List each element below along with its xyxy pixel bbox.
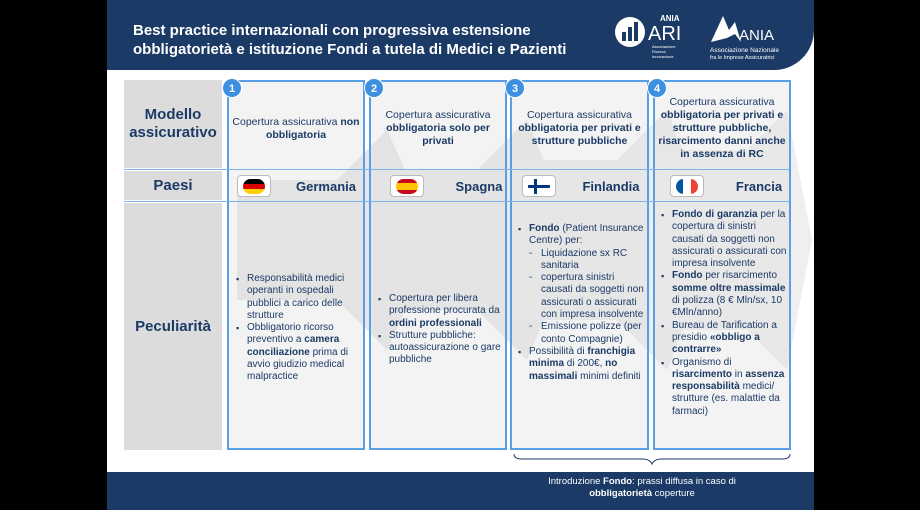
column-4-point-2 bbox=[672, 270, 788, 319]
row-label-paesi-text: Paesi bbox=[153, 177, 193, 194]
column-2-point-1-a: Copertura per libera professione procurata da bbox=[389, 293, 500, 317]
ania-name: ANIA bbox=[739, 27, 775, 44]
column-3-heading-b: obbligatoria per privati e strutture pubbliche bbox=[518, 122, 641, 147]
column-1-point-2 bbox=[247, 322, 360, 383]
column-4-details bbox=[660, 209, 788, 418]
column-3-subpoint-1: - Liquidazione sx RC sanitaria bbox=[529, 248, 645, 273]
column-4-point-1-b: per la copertura di sinistri causati da soggetti non assicurati o assicurati con impresa insolvente bbox=[672, 209, 787, 270]
country-name-finland: Finlandia bbox=[582, 178, 640, 194]
country-name-france: Francia bbox=[735, 178, 783, 194]
ari-big-label: ARI bbox=[648, 23, 682, 45]
column-3-point-2-c: di 200€, bbox=[564, 358, 606, 370]
column-3-point-2-b: franchigia minima bbox=[529, 345, 636, 370]
column-3-point-2-d: no massimali bbox=[529, 358, 618, 382]
row-label-modello-2: assicurativo bbox=[129, 124, 217, 141]
column-1-point-2-c: prima di avvio giudizio medical malpractice bbox=[247, 346, 349, 383]
column-2-point-2 bbox=[389, 330, 502, 367]
column-3-point-1 bbox=[529, 223, 645, 346]
country-name-germany: Germania bbox=[296, 178, 356, 194]
ania-logo-mark bbox=[711, 16, 741, 42]
column-1-heading-b: non obbligatoria bbox=[265, 116, 360, 141]
column-4-point-2-b: per risarcimento bbox=[702, 270, 778, 282]
column-2-point-1 bbox=[389, 293, 502, 330]
column-4-point-4-e: medici/ strutture (es. malattie da farmaci) bbox=[672, 381, 780, 417]
column-4-heading-b: obbligatoria per privati e strutture pubbliche, risarcimento danni anche in assenza di RC bbox=[658, 109, 786, 160]
column-4-point-4 bbox=[672, 357, 788, 418]
column-4-point-3-b: «obbligo a contrarre» bbox=[672, 331, 760, 356]
column-badge-3: 3 bbox=[505, 78, 525, 98]
row-label-peculiarita-text: Peculiarità bbox=[135, 318, 211, 335]
row-label-paesi bbox=[124, 171, 222, 200]
column-1-details bbox=[235, 273, 360, 384]
column-4-point-3 bbox=[672, 320, 788, 357]
column-3-point-2-a: Possibilità di bbox=[529, 345, 588, 357]
column-3-point-1-a: Fondo bbox=[529, 223, 560, 234]
column-4-heading bbox=[658, 96, 786, 161]
column-badge-4: 4 bbox=[647, 78, 667, 98]
finland-flag-icon bbox=[522, 175, 556, 197]
column-3-heading bbox=[514, 109, 645, 148]
column-2-heading-c: privati bbox=[422, 135, 454, 147]
column-3-point-2 bbox=[529, 346, 645, 383]
column-1-point-2-a: Obbligatorio ricorso preventivo a bbox=[247, 322, 334, 346]
row-divider-2 bbox=[124, 201, 790, 202]
column-4-point-1 bbox=[672, 209, 788, 270]
column-4-point-2-d: di polizza (8 € Mln/sx, 10 €Mln/anno) bbox=[672, 295, 783, 319]
column-3-point-1-b: (Patient Insurance Centre) per: bbox=[529, 223, 644, 247]
column-2-heading bbox=[373, 109, 503, 148]
slide bbox=[107, 0, 814, 510]
country-finland bbox=[522, 174, 656, 198]
column-4-point-2-c: somme oltre massimale bbox=[672, 282, 786, 294]
column-2-point-2-text: Strutture pubbliche: autoassicurazione o gare pubbliche bbox=[389, 329, 501, 366]
column-2-heading-b: obbligatoria solo per bbox=[386, 122, 490, 134]
slide-title bbox=[133, 21, 603, 59]
ari-sub-1: Associazione bbox=[652, 44, 676, 49]
country-germany bbox=[237, 174, 371, 198]
column-1-heading-a: Copertura assicurativa bbox=[232, 116, 341, 128]
footer-brace bbox=[512, 452, 792, 466]
row-label-modello-1: Modello bbox=[144, 106, 202, 123]
column-2-details bbox=[377, 293, 502, 367]
ari-small-label: ANIA bbox=[660, 14, 680, 23]
brace-path bbox=[514, 454, 790, 464]
column-4-point-4-b: risarcimento bbox=[672, 368, 733, 380]
footer-note-b: Fondo bbox=[603, 476, 633, 487]
column-4-point-4-d: assenza responsabilità bbox=[672, 368, 785, 393]
column-3-point-2-e: minimi definiti bbox=[577, 370, 641, 382]
country-france bbox=[670, 174, 804, 198]
ari-sub-3: Innovazione bbox=[652, 54, 674, 59]
footer-note bbox=[527, 476, 757, 500]
column-1-point-2-b: camera conciliazione bbox=[247, 334, 340, 358]
germany-flag-icon bbox=[237, 175, 271, 197]
ari-sub-2: Ricerca bbox=[652, 49, 666, 54]
ania-sub-1: Associazione Nazionale bbox=[710, 47, 780, 54]
column-1-point-1 bbox=[247, 273, 360, 322]
column-4-point-2-a: Fondo bbox=[672, 270, 703, 282]
title-line-1: Best practice internazionali con progressiva estensione bbox=[133, 22, 531, 39]
column-4-point-1-a: Fondo di garanzia bbox=[672, 209, 758, 220]
spain-flag-icon bbox=[390, 175, 424, 197]
ania-ari-logo bbox=[612, 10, 692, 62]
row-label-peculiarita bbox=[124, 203, 222, 450]
column-3-subpoint-2: - copertura sinistri causati da soggetti non assicurati o assicurati con impresa insolvente bbox=[529, 272, 645, 321]
column-3-subpoint-3: - Emissione polizze (per conto Compagnie) bbox=[529, 321, 645, 346]
country-spain bbox=[390, 174, 524, 198]
column-badge-2: 2 bbox=[364, 78, 384, 98]
footer-note-a: Introduzione bbox=[548, 476, 604, 487]
row-label-modello bbox=[124, 80, 222, 168]
column-1-point-1-text: Responsabilità medici operanti in ospedali pubblici a carico delle strutture bbox=[247, 273, 345, 321]
column-badge-1: 1 bbox=[222, 78, 242, 98]
column-4-heading-a: Copertura assicurativa bbox=[669, 96, 775, 108]
footer-note-d: obbligatorietà bbox=[589, 488, 653, 499]
france-flag-icon bbox=[670, 175, 704, 197]
column-1-heading bbox=[231, 116, 361, 142]
ania-sub-2: fra le Imprese Assicuratrici bbox=[710, 55, 775, 61]
column-2-point-1-b: ordini professionali bbox=[389, 317, 482, 329]
footer-note-e: coperture bbox=[652, 488, 695, 499]
column-3-heading-a: Copertura assicurativa bbox=[526, 109, 633, 121]
column-4-point-4-a: Organismo di bbox=[672, 356, 732, 368]
country-name-spain: Spagna bbox=[455, 178, 503, 194]
title-line-2: obbligatorietà e istituzione Fondi a tutela di Medici e Pazienti bbox=[133, 41, 567, 58]
column-2-heading-a: Copertura assicurativa bbox=[385, 109, 491, 121]
column-4-point-3-a: Bureau de Tarification a presidio bbox=[672, 319, 777, 343]
ania-logo bbox=[707, 8, 807, 64]
column-4-point-4-c: in bbox=[732, 368, 746, 380]
footer-note-c: : prassi diffusa in caso di bbox=[632, 476, 736, 487]
row-divider-1 bbox=[124, 169, 790, 170]
column-3-details bbox=[517, 223, 645, 383]
